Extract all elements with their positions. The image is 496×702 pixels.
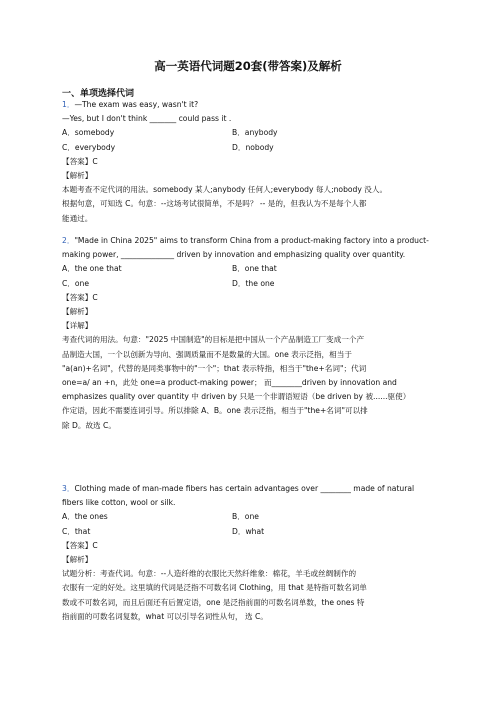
- options-row: [62, 262, 442, 276]
- analysis-line: 品制造大国，一个以创新为导向、强调质量而不是数量的大国。one 表示泛指，相当于: [62, 349, 352, 359]
- options-row: [62, 126, 442, 140]
- detail-label: 【详解】: [62, 321, 93, 331]
- answer: 【答案】C: [62, 292, 98, 302]
- question-3: [62, 482, 442, 624]
- analysis-line: one=a/ an +n，此处 one=a product-making power； 而________driven by innovation and: [62, 378, 397, 388]
- option-b: B．one: [232, 512, 259, 522]
- analysis-label: 【解析】: [62, 307, 93, 317]
- analysis-line: 作定语，因此不需要连词引导。所以排除 A、B。one 表示泛指，相当于"the+名词"可以排: [62, 406, 368, 416]
- section-heading: 一、单项选择代词: [62, 89, 135, 99]
- answer: 【答案】C: [62, 156, 98, 166]
- question-2: [62, 234, 442, 433]
- question-stem: 2．"Made in China 2025" aims to transform China from a product-making factory into a product-: [62, 236, 429, 245]
- options-row: [62, 525, 442, 539]
- options-row: [62, 510, 442, 524]
- option-b: B．one that: [232, 264, 277, 274]
- option-c: C．that: [62, 526, 91, 536]
- analysis-line: 数或不可数名词，而且后面还有后置定语，one 是泛指前面的可数名词单数，the ones 特: [62, 597, 365, 607]
- question-stem-2: making power, ______________ driven by innovation and emphasizing quality over quantity.: [62, 250, 406, 260]
- question-stem: 3．Clothing made of man-made fibers has certain advantages over ________ made of natural: [62, 484, 415, 493]
- option-a: A．the ones: [62, 512, 108, 522]
- analysis-line: 根据句意，可知选 C。句意：--这场考试很简单，不是吗？ -- 是的，但我认为不是每个人都: [62, 199, 367, 209]
- question-stem: 1．—The exam was easy, wasn't it?: [62, 100, 199, 109]
- options-row: [62, 277, 442, 291]
- option-b: B．anybody: [232, 128, 278, 138]
- question-number: 2．: [62, 236, 75, 245]
- option-d: D．what: [232, 526, 265, 536]
- analysis-line: 除 D。故选 C。: [62, 420, 116, 430]
- analysis-line: 考查代词的用法。句意："2025 中国制造"的目标是把中国从一个产品制造工厂变成一个产: [62, 335, 365, 345]
- analysis-line: 指前面的可数名词复数，what 可以引导名词性从句， 选 C。: [62, 611, 268, 621]
- analysis-label: 【解析】: [62, 555, 93, 565]
- question-stem-2: —Yes, but I don't think _______ could pass it .: [62, 114, 232, 124]
- analysis-line: 能通过。: [62, 213, 93, 223]
- question-1: [62, 98, 442, 226]
- analysis-line: 本题考查不定代词的用法。somebody 某人;anybody 任何人;everybody 每人;nobody 没人。: [62, 185, 388, 195]
- analysis-line: 衣服有一定的好处。这里填的代词是泛指不可数名词 Clothing，用 that 是特指可数名词单: [62, 583, 367, 593]
- analysis-line: emphasizes quality over quantity 中 driven by 只是一个非谓语短语（be driven by 被......驱使）: [62, 392, 411, 402]
- option-a: A．the one that: [62, 264, 122, 274]
- options-row: [62, 141, 442, 155]
- question-number: 3．: [62, 484, 75, 493]
- question-stem-2: fibers like cotton, wool or silk.: [62, 498, 176, 508]
- option-c: C．one: [62, 278, 90, 288]
- option-c: C．everybody: [62, 142, 116, 152]
- option-d: D．the one: [232, 278, 275, 288]
- question-number: 1．: [62, 100, 75, 109]
- analysis-line: 试题分析：考查代词。句意：--人造纤维的衣服比天然纤维象：棉花，羊毛或丝绸制作的: [62, 569, 357, 579]
- option-a: A．somebody: [62, 128, 115, 138]
- analysis-label: 【解析】: [62, 171, 93, 181]
- option-d: D．nobody: [232, 142, 274, 152]
- answer: 【答案】C: [62, 540, 98, 550]
- analysis-line: "a(an)+名词"，代替的是同类事物中的"一个"；that 表示特指，相当于"the+名词"；代词: [62, 363, 367, 373]
- document-title: 高一英语代词题20套(带答案)及解析: [154, 59, 342, 73]
